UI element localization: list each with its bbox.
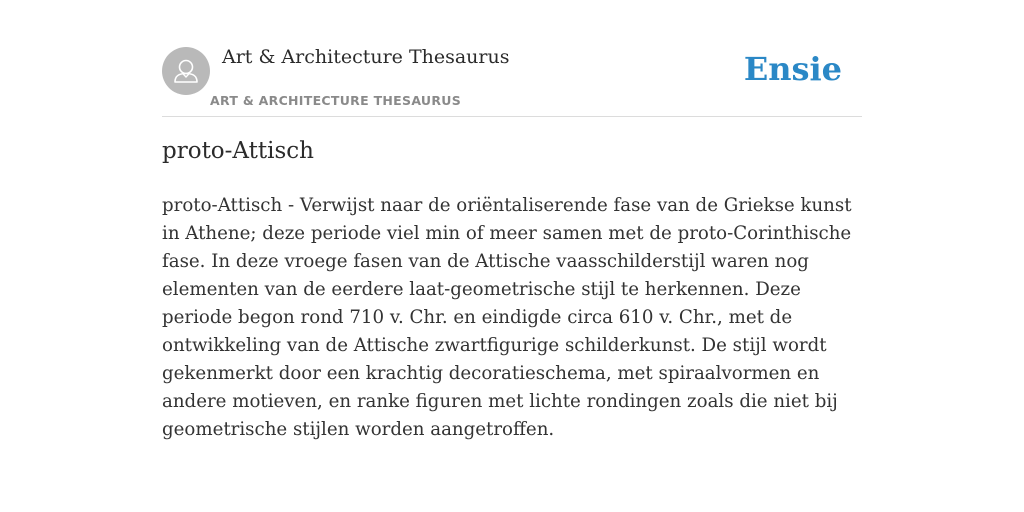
term-definition: proto-Attisch - Verwijst naar de oriëntaliserende fase van de Griekse kunst in Athene; deze periode viel min of meer samen met de proto-Corinthische fase. In deze vroege fasen van de Attische vaasschilderstijl waren nog elementen van de eerdere laat-geometrische stijl te herkennen. Deze periode begon rond 710 v. Chr. en eindigde circa 610 v. Chr., met de ontwikkeling van de Attische zwartfigurige schilderkunst. De stijl wordt gekenmerkt door een krachtig decoratieschema, met spiraalvormen en andere motieven, en ranke figuren met lichte rondingen zoals die niet bij geometrische stijlen worden aangetroffen. xyxy=(162,195,852,440)
source-header xyxy=(162,40,862,117)
term-title: proto-Attisch xyxy=(162,138,314,164)
ensie-logo-link[interactable]: Ensie xyxy=(743,50,842,88)
source-title-link[interactable]: Art & Architecture Thesaurus xyxy=(222,46,510,68)
source-caption: ART & ARCHITECTURE THESAURUS xyxy=(210,93,462,108)
avatar[interactable] xyxy=(162,47,210,95)
user-silhouette-icon xyxy=(162,47,210,95)
